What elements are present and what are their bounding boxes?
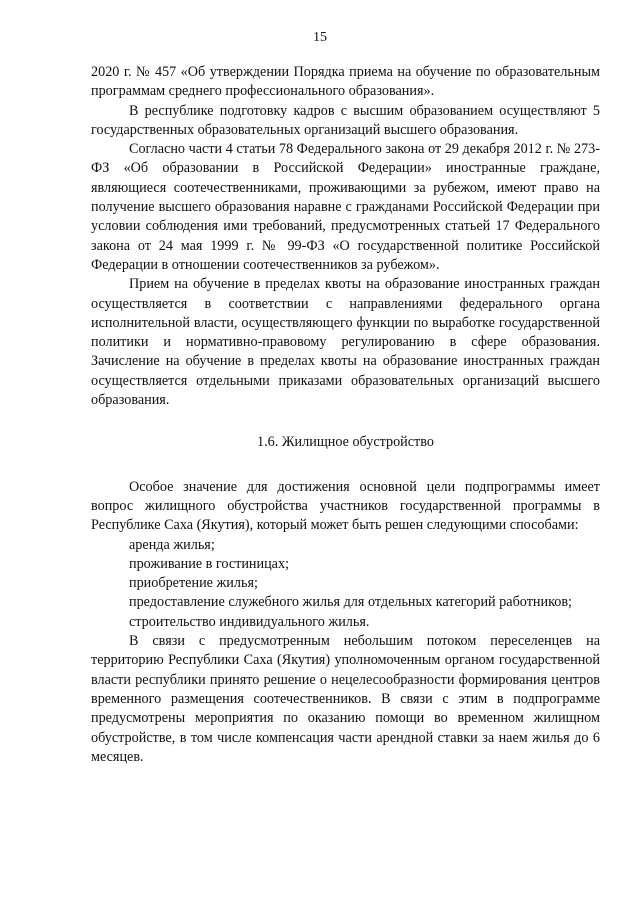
paragraph-federal-law: Согласно части 4 статьи 78 Федерального закона от 29 декабря 2012 г. № 273-ФЗ «Об образовании в Российской Федерации» иностранные граждане, являющиеся соотечественниками, проживающими за рубежом, имеют право на получение высшего образования наравне с гражданами Российской Федерации при условии соблюдения ими требований, предусмотренных статьей 17 Федерального закона от 24 мая 1999 г. № 99-ФЗ «О государственной политике Российской Федерации в отношении соотечественников за рубежом». <box>91 141 600 273</box>
document-body <box>91 63 600 767</box>
list-item: аренда жилья; <box>129 536 215 553</box>
paragraph-higher-education: В республике подготовку кадров с высшим образованием осуществляют 5 государственных образовательных организаций высшего образования. <box>91 102 600 138</box>
list-item: приобретение жилья; <box>129 575 258 592</box>
paragraph-quota: Прием на обучение в пределах квоты на образование иностранных граждан осуществляется в соответствии с направлениями федерального органа исполнительной власти, осуществляющего функции по выработке государственной политики и нормативно-правовому регулированию в сфере образования. Зачисление на обучение в пределах квоты на образование иностранных граждан осуществляется отдельными приказами образовательных организаций высшего образования. <box>91 276 600 409</box>
paragraph-housing-closing: В связи с предусмотренным небольшим потоком переселенцев на территорию Республики Саха (Якутия) уполномоченным органом государственной власти республики принято решение о нецелесообразности формирования центров временного размещения соотечественников. В связи с этим в подпрограмме предусмотрены мероприятия по оказанию помощи во временном жилищном обустройстве, в том числе компенсация части арендной ставки за наем жилья до 6 месяцев. <box>91 633 600 765</box>
list-item: проживание в гостиницах; <box>129 555 290 572</box>
list-item: предоставление служебного жилья для отдельных категорий работников; <box>129 594 572 611</box>
paragraph-housing-intro: Особое значение для достижения основной цели подпрограммы имеет вопрос жилищного обустройства участников государственной программы в Республике Саха (Якутия), который может быть решен следующими способами: <box>91 478 600 534</box>
paragraph-continuation: 2020 г. № 457 «Об утверждении Порядка приема на обучение по образовательным программам среднего профессионального образования». <box>91 64 600 100</box>
section-title: 1.6. Жилищное обустройство <box>257 434 434 451</box>
list-item: строительство индивидуального жилья. <box>129 613 370 630</box>
page-number: 15 <box>313 30 327 45</box>
housing-options-list <box>91 536 600 632</box>
